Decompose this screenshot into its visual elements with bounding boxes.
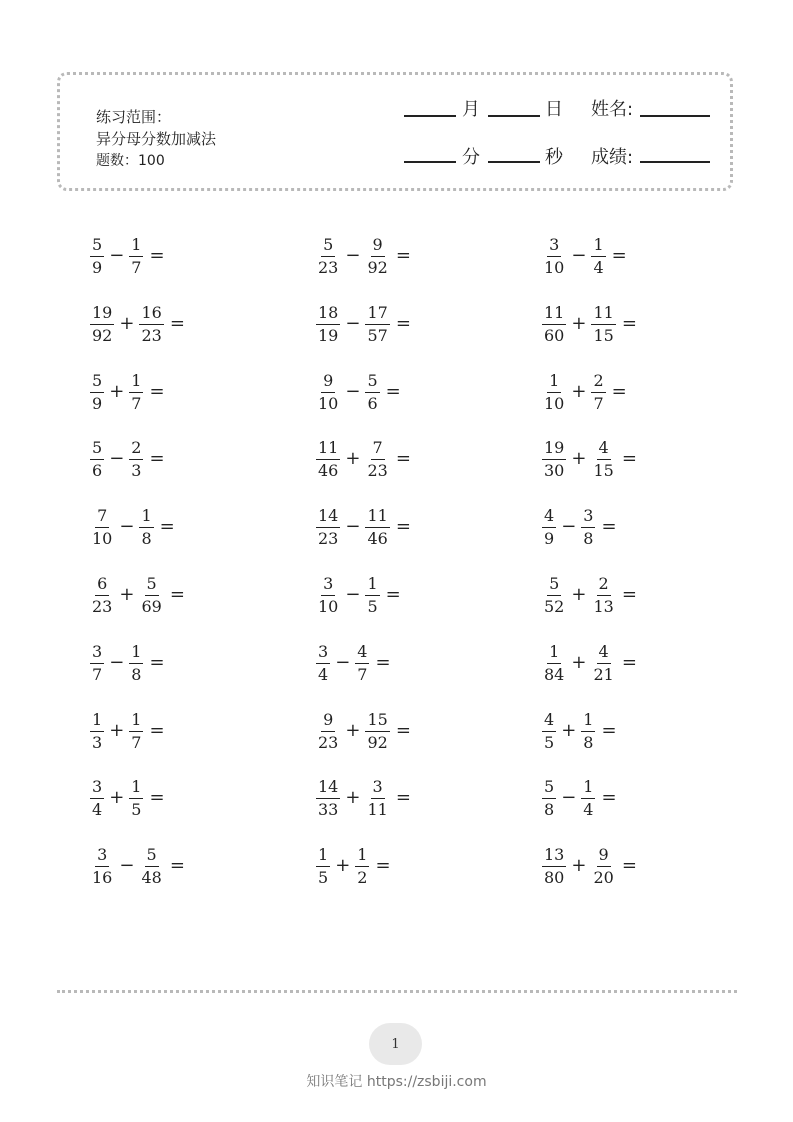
numerator: 4 <box>355 643 369 664</box>
score-label: 成绩: <box>591 147 634 168</box>
denominator: 7 <box>593 393 604 413</box>
numerator: 11 <box>542 304 566 325</box>
fraction <box>542 643 566 684</box>
fraction <box>355 643 369 684</box>
numerator: 1 <box>129 778 143 799</box>
problem-2-5 <box>540 571 637 619</box>
second-blank[interactable] <box>488 161 540 163</box>
equals-sign: = <box>395 516 411 537</box>
problem-2-8 <box>540 774 617 822</box>
operator: − <box>119 855 135 876</box>
denominator: 23 <box>318 732 339 752</box>
numerator: 5 <box>90 439 104 460</box>
denominator: 7 <box>131 732 142 752</box>
numerator: 2 <box>591 372 605 393</box>
numerator: 1 <box>129 643 143 664</box>
problem-1-8 <box>314 774 411 822</box>
numerator: 1 <box>547 643 561 664</box>
fraction <box>591 372 605 413</box>
problem-0-6 <box>88 639 165 687</box>
denominator: 5 <box>318 867 329 887</box>
denominator: 4 <box>593 257 604 277</box>
problem-2-2 <box>540 368 627 416</box>
denominator: 7 <box>131 393 142 413</box>
numerator: 11 <box>591 304 615 325</box>
denominator: 5 <box>544 732 555 752</box>
operator: + <box>571 584 587 605</box>
fraction <box>90 575 114 616</box>
numerator: 18 <box>316 304 340 325</box>
denominator: 13 <box>593 596 614 616</box>
fraction <box>542 236 566 277</box>
denominator: 5 <box>131 799 142 819</box>
fraction <box>316 575 340 616</box>
problem-0-7 <box>88 707 165 755</box>
fraction <box>129 439 143 480</box>
denominator: 9 <box>544 528 555 548</box>
operator: + <box>345 720 361 741</box>
name-label: 姓名: <box>591 99 634 120</box>
fraction <box>581 711 595 752</box>
denominator: 20 <box>593 867 614 887</box>
fraction <box>542 575 566 616</box>
fraction <box>316 372 340 413</box>
equals-sign: = <box>621 855 637 876</box>
equals-sign: = <box>395 313 411 334</box>
numerator: 5 <box>547 575 561 596</box>
denominator: 92 <box>367 257 388 277</box>
numerator: 16 <box>139 304 163 325</box>
denominator: 10 <box>544 257 565 277</box>
operator: − <box>571 245 587 266</box>
denominator: 8 <box>583 732 594 752</box>
fraction <box>542 846 566 887</box>
numerator: 1 <box>129 372 143 393</box>
numerator: 5 <box>365 372 379 393</box>
fraction <box>365 236 389 277</box>
operator: − <box>345 516 361 537</box>
range-label: 练习范围： <box>96 108 172 126</box>
problem-0-9 <box>88 842 185 890</box>
fraction <box>591 846 615 887</box>
equals-sign: = <box>611 381 627 402</box>
equals-sign: = <box>385 381 401 402</box>
problem-0-5 <box>88 571 185 619</box>
denominator: 92 <box>92 325 113 345</box>
fraction <box>139 304 163 345</box>
operator: + <box>345 787 361 808</box>
equals-sign: = <box>621 584 637 605</box>
fraction <box>365 778 389 819</box>
fraction <box>542 711 556 752</box>
denominator: 23 <box>367 460 388 480</box>
denominator: 8 <box>583 528 594 548</box>
problem-1-0 <box>314 232 411 280</box>
footer-divider <box>57 990 737 993</box>
topic-label: 异分母分数加减法 <box>96 130 217 148</box>
numerator: 9 <box>371 236 385 257</box>
fraction <box>90 711 104 752</box>
numerator: 17 <box>365 304 389 325</box>
operator: + <box>119 313 135 334</box>
numerator: 9 <box>321 372 335 393</box>
fraction <box>90 236 104 277</box>
problem-1-5 <box>314 571 401 619</box>
operator: − <box>335 652 351 673</box>
fraction <box>316 304 340 345</box>
numerator: 3 <box>90 643 104 664</box>
denominator: 6 <box>92 460 103 480</box>
fraction <box>90 778 104 819</box>
fraction <box>316 236 340 277</box>
numerator: 3 <box>547 236 561 257</box>
fraction <box>90 507 114 548</box>
page-number: 1 <box>369 1023 422 1065</box>
denominator: 84 <box>544 664 565 684</box>
equals-sign: = <box>621 448 637 469</box>
fraction <box>365 372 379 413</box>
fraction <box>129 711 143 752</box>
denominator: 30 <box>544 460 565 480</box>
denominator: 3 <box>92 732 103 752</box>
denominator: 19 <box>318 325 339 345</box>
denominator: 2 <box>357 867 368 887</box>
numerator: 1 <box>581 711 595 732</box>
problem-2-9 <box>540 842 637 890</box>
fraction <box>542 507 556 548</box>
equals-sign: = <box>621 652 637 673</box>
operator: + <box>335 855 351 876</box>
equals-sign: = <box>375 652 391 673</box>
numerator: 9 <box>321 711 335 732</box>
numerator: 1 <box>581 778 595 799</box>
problem-0-2 <box>88 368 165 416</box>
problem-2-3 <box>540 435 637 483</box>
denominator: 46 <box>367 528 388 548</box>
fraction <box>90 304 114 345</box>
fraction <box>90 643 104 684</box>
day-label: 日 <box>545 99 563 120</box>
operator: − <box>109 448 125 469</box>
fraction <box>90 439 104 480</box>
equals-sign: = <box>601 516 617 537</box>
numerator: 4 <box>542 711 556 732</box>
problem-1-9 <box>314 842 391 890</box>
denominator: 92 <box>367 732 388 752</box>
denominator: 57 <box>367 325 388 345</box>
operator: − <box>345 584 361 605</box>
numerator: 13 <box>542 846 566 867</box>
fraction <box>365 711 389 752</box>
operator: + <box>561 720 577 741</box>
numerator: 1 <box>547 372 561 393</box>
fraction <box>542 372 566 413</box>
operator: − <box>345 381 361 402</box>
fraction <box>316 507 340 548</box>
numerator: 5 <box>542 778 556 799</box>
numerator: 5 <box>321 236 335 257</box>
problem-1-6 <box>314 639 391 687</box>
denominator: 6 <box>367 393 378 413</box>
problem-1-1 <box>314 300 411 348</box>
denominator: 23 <box>141 325 162 345</box>
denominator: 8 <box>544 799 555 819</box>
numerator: 11 <box>316 439 340 460</box>
numerator: 4 <box>597 643 611 664</box>
operator: − <box>561 787 577 808</box>
fraction <box>581 507 595 548</box>
numerator: 3 <box>581 507 595 528</box>
minute-label: 分 <box>462 147 480 168</box>
fraction <box>591 439 615 480</box>
operator: − <box>561 516 577 537</box>
problem-2-7 <box>540 707 617 755</box>
problem-0-3 <box>88 435 165 483</box>
operator: + <box>571 448 587 469</box>
equals-sign: = <box>149 787 165 808</box>
denominator: 52 <box>544 596 565 616</box>
fraction <box>542 439 566 480</box>
problem-0-0 <box>88 232 165 280</box>
fraction <box>316 846 330 887</box>
numerator: 7 <box>371 439 385 460</box>
fraction <box>591 575 615 616</box>
numerator: 2 <box>129 439 143 460</box>
month-label: 月 <box>462 99 480 120</box>
operator: − <box>109 245 125 266</box>
fraction <box>139 846 163 887</box>
numerator: 6 <box>95 575 109 596</box>
numerator: 3 <box>95 846 109 867</box>
problem-2-1 <box>540 300 637 348</box>
fraction <box>591 304 615 345</box>
denominator: 15 <box>593 325 614 345</box>
numerator: 1 <box>90 711 104 732</box>
operator: + <box>109 787 125 808</box>
fraction <box>365 575 379 616</box>
equals-sign: = <box>375 855 391 876</box>
fraction <box>591 643 615 684</box>
denominator: 60 <box>544 325 565 345</box>
second-label: 秒 <box>545 147 563 168</box>
equals-sign: = <box>621 313 637 334</box>
operator: + <box>571 652 587 673</box>
problem-1-4 <box>314 503 411 551</box>
equals-sign: = <box>395 448 411 469</box>
equals-sign: = <box>149 720 165 741</box>
numerator: 7 <box>95 507 109 528</box>
numerator: 5 <box>145 846 159 867</box>
denominator: 80 <box>544 867 565 887</box>
operator: + <box>119 584 135 605</box>
operator: − <box>119 516 135 537</box>
denominator: 10 <box>318 393 339 413</box>
problem-0-4 <box>88 503 175 551</box>
numerator: 3 <box>316 643 330 664</box>
site-credit: 知识笔记 https://zsbiji.com <box>306 1074 487 1090</box>
fraction <box>139 575 163 616</box>
operator: + <box>345 448 361 469</box>
numerator: 2 <box>597 575 611 596</box>
numerator: 1 <box>129 711 143 732</box>
numerator: 19 <box>90 304 114 325</box>
fraction <box>90 372 104 413</box>
denominator: 8 <box>141 528 152 548</box>
denominator: 21 <box>593 664 614 684</box>
denominator: 48 <box>141 867 162 887</box>
equals-sign: = <box>149 448 165 469</box>
minute-blank[interactable] <box>404 161 456 163</box>
fraction <box>581 778 595 819</box>
fraction <box>542 778 556 819</box>
fraction <box>365 439 389 480</box>
denominator: 16 <box>92 867 113 887</box>
equals-sign: = <box>395 245 411 266</box>
denominator: 9 <box>92 393 103 413</box>
problem-1-3 <box>314 435 411 483</box>
equals-sign: = <box>169 584 185 605</box>
numerator: 15 <box>365 711 389 732</box>
numerator: 5 <box>90 372 104 393</box>
fraction <box>90 846 114 887</box>
equals-sign: = <box>169 855 185 876</box>
name-blank[interactable] <box>640 115 710 117</box>
equals-sign: = <box>601 720 617 741</box>
operator: − <box>345 245 361 266</box>
numerator: 3 <box>371 778 385 799</box>
denominator: 4 <box>92 799 103 819</box>
fraction <box>129 236 143 277</box>
numerator: 1 <box>129 236 143 257</box>
problem-2-0 <box>540 232 627 280</box>
operator: + <box>109 381 125 402</box>
denominator: 7 <box>131 257 142 277</box>
numerator: 1 <box>316 846 330 867</box>
denominator: 11 <box>367 799 388 819</box>
equals-sign: = <box>149 245 165 266</box>
denominator: 23 <box>318 257 339 277</box>
fraction <box>129 778 143 819</box>
denominator: 3 <box>131 460 142 480</box>
numerator: 5 <box>90 236 104 257</box>
numerator: 9 <box>597 846 611 867</box>
fraction <box>129 372 143 413</box>
equals-sign: = <box>149 652 165 673</box>
denominator: 69 <box>141 596 162 616</box>
fraction <box>591 236 605 277</box>
numerator: 19 <box>542 439 566 460</box>
denominator: 15 <box>593 460 614 480</box>
numerator: 14 <box>316 778 340 799</box>
operator: + <box>571 381 587 402</box>
day-blank[interactable] <box>488 115 540 117</box>
denominator: 7 <box>92 664 103 684</box>
fraction <box>365 304 389 345</box>
denominator: 23 <box>318 528 339 548</box>
fraction <box>139 507 153 548</box>
denominator: 7 <box>357 664 368 684</box>
fraction <box>365 507 389 548</box>
problem-0-8 <box>88 774 165 822</box>
denominator: 10 <box>318 596 339 616</box>
problem-1-2 <box>314 368 401 416</box>
equals-sign: = <box>385 584 401 605</box>
denominator: 4 <box>583 799 594 819</box>
denominator: 8 <box>131 664 142 684</box>
problem-2-4 <box>540 503 617 551</box>
equals-sign: = <box>159 516 175 537</box>
numerator: 11 <box>365 507 389 528</box>
count-label: 题数：100 <box>96 153 165 169</box>
numerator: 1 <box>591 236 605 257</box>
numerator: 4 <box>542 507 556 528</box>
operator: − <box>109 652 125 673</box>
fraction <box>316 643 330 684</box>
problem-2-6 <box>540 639 637 687</box>
problem-0-1 <box>88 300 185 348</box>
fraction <box>316 439 340 480</box>
equals-sign: = <box>395 720 411 741</box>
score-blank[interactable] <box>640 161 710 163</box>
denominator: 33 <box>318 799 339 819</box>
denominator: 9 <box>92 257 103 277</box>
month-blank[interactable] <box>404 115 456 117</box>
numerator: 1 <box>365 575 379 596</box>
equals-sign: = <box>169 313 185 334</box>
denominator: 4 <box>318 664 329 684</box>
operator: + <box>109 720 125 741</box>
equals-sign: = <box>395 787 411 808</box>
numerator: 14 <box>316 507 340 528</box>
operator: + <box>571 313 587 334</box>
equals-sign: = <box>611 245 627 266</box>
numerator: 5 <box>145 575 159 596</box>
numerator: 1 <box>355 846 369 867</box>
fraction <box>542 304 566 345</box>
operator: + <box>571 855 587 876</box>
numerator: 1 <box>139 507 153 528</box>
fraction <box>355 846 369 887</box>
fraction <box>316 711 340 752</box>
numerator: 3 <box>90 778 104 799</box>
numerator: 3 <box>321 575 335 596</box>
numerator: 4 <box>597 439 611 460</box>
equals-sign: = <box>601 787 617 808</box>
problem-1-7 <box>314 707 411 755</box>
denominator: 5 <box>367 596 378 616</box>
denominator: 23 <box>92 596 113 616</box>
denominator: 10 <box>544 393 565 413</box>
fraction <box>316 778 340 819</box>
operator: − <box>345 313 361 334</box>
fraction <box>129 643 143 684</box>
denominator: 10 <box>92 528 113 548</box>
denominator: 46 <box>318 460 339 480</box>
equals-sign: = <box>149 381 165 402</box>
